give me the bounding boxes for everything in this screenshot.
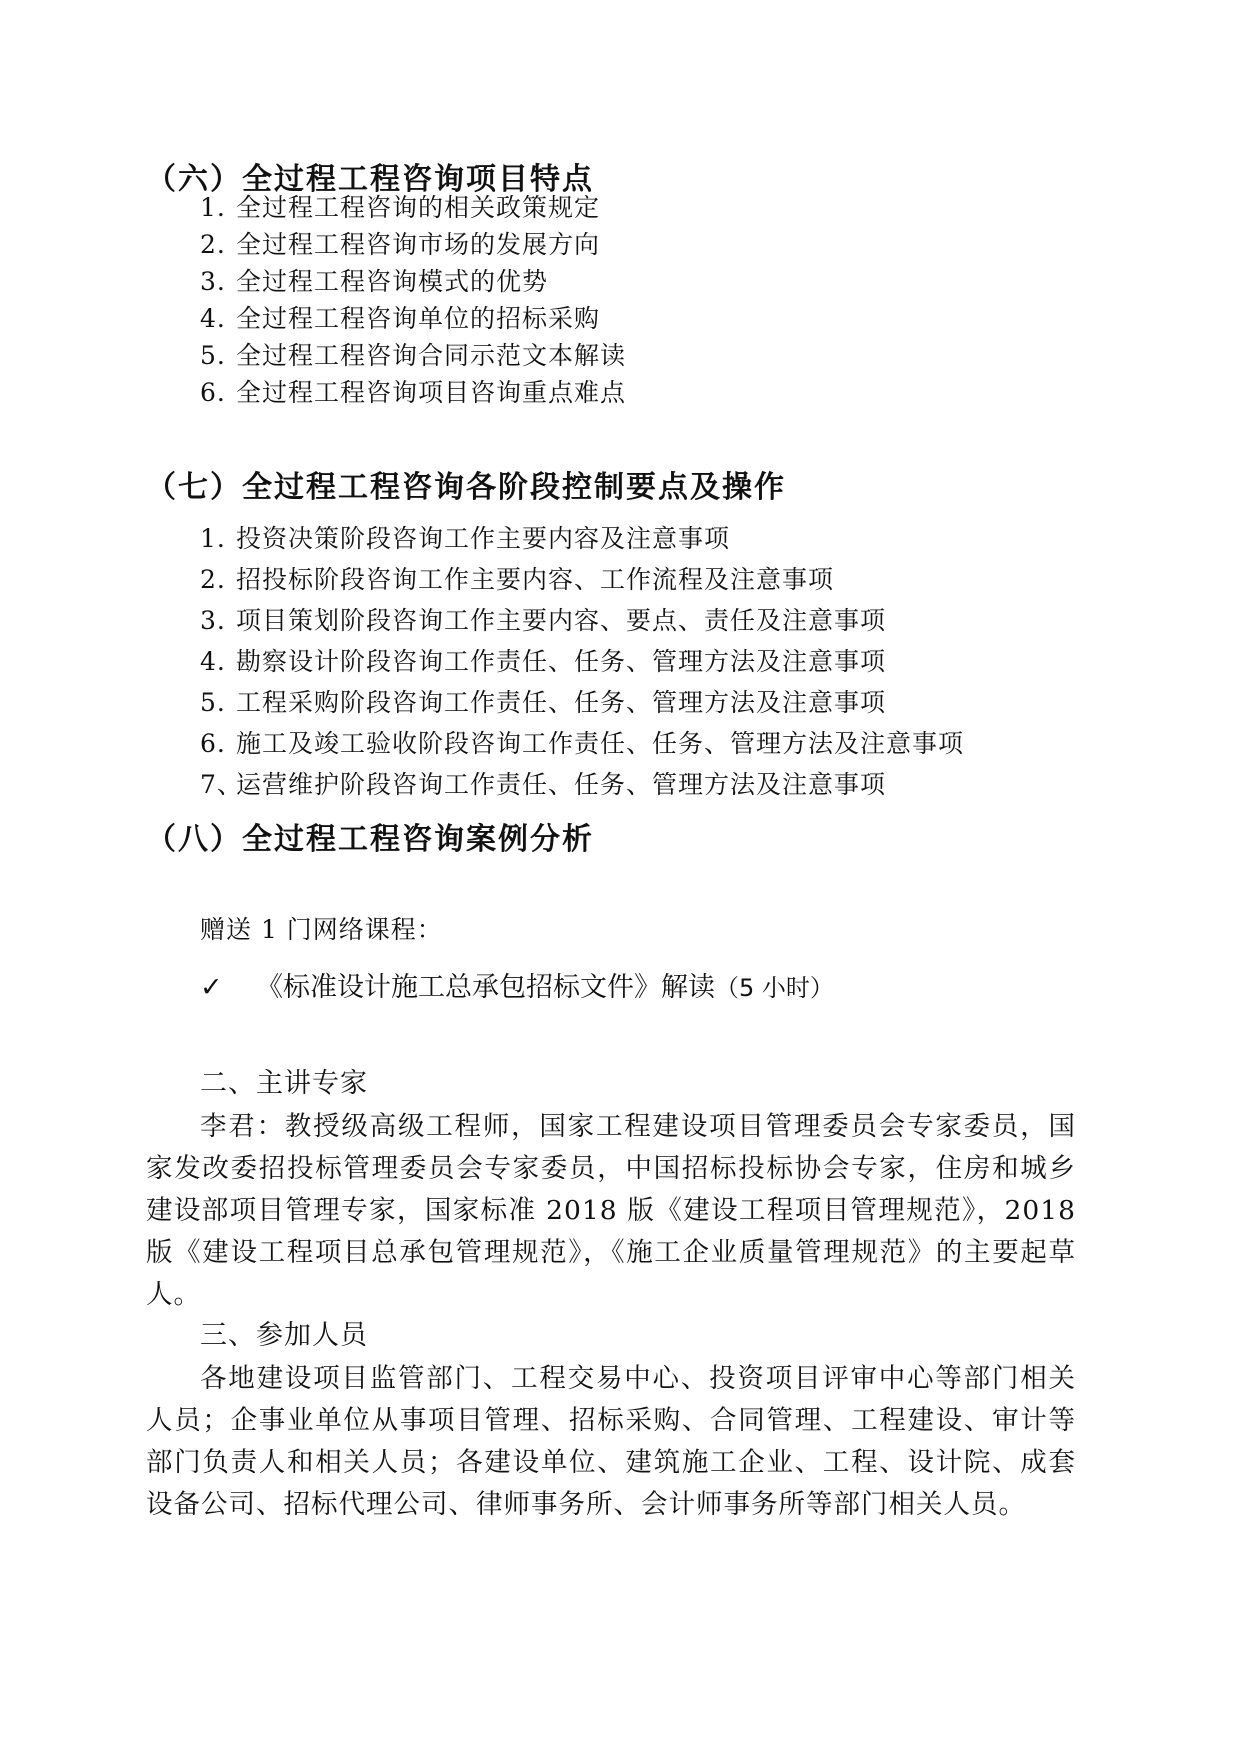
item-number: 1. [200, 193, 226, 222]
item-text: 项目策划阶段咨询工作主要内容、要点、责任及注意事项 [236, 606, 887, 635]
item-number: 7、 [200, 770, 243, 799]
item-number: 5. [200, 341, 226, 370]
list-item [200, 603, 886, 639]
gift-course-title: 《标准设计施工总承包招标文件》解读 [256, 972, 715, 1003]
gift-course-item [200, 968, 834, 1008]
expert-bio: 李君：教授级高级工程师，国家工程建设项目管理委员会专家委员，国家发改委招投标管理委员会专家委员，中国招标投标协会专家，住房和城乡建设部项目管理专家，国家标准 2018 版《建设工程项目管理规范》，2018 版《建设工程项目总承包管理规范》，《施工企业质量管理规范》的主要起草人。 [146, 1111, 1076, 1310]
item-number: 6. [200, 729, 226, 758]
item-number: 5. [200, 688, 226, 717]
item-text: 全过程工程咨询合同示范文本解读 [236, 341, 627, 370]
list-item [200, 375, 626, 411]
item-number: 6. [200, 378, 226, 407]
gift-course-duration: （5 小时） [715, 974, 834, 1002]
list-item [200, 767, 886, 803]
item-text: 勘察设计阶段咨询工作责任、任务、管理方法及注意事项 [236, 647, 887, 676]
item-number: 4. [200, 304, 226, 333]
item-text: 全过程工程咨询市场的发展方向 [236, 230, 601, 259]
gift-course-label: 赠送 1 门网络课程： [200, 915, 443, 944]
list-item [200, 685, 886, 721]
attendees-heading: 三、参加人员 [200, 1320, 368, 1351]
list-item [200, 521, 730, 557]
item-text: 投资决策阶段咨询工作主要内容及注意事项 [236, 524, 731, 553]
item-number: 1. [200, 524, 226, 553]
item-text: 全过程工程咨询模式的优势 [236, 267, 549, 296]
list-item [200, 644, 886, 680]
attendees-text: 各地建设项目监管部门、工程交易中心、投资项目评审中心等部门相关人员；企事业单位从事项目管理、招标采购、合同管理、工程建设、审计等部门负责人和相关人员；各建设单位、建筑施工企业、工程、设计院、成套设备公司、招标代理公司、律师事务所、会计师事务所等部门相关人员。 [146, 1363, 1076, 1520]
section-8-heading: （八）全过程工程咨询案例分析 [146, 822, 594, 857]
item-text: 施工及竣工验收阶段咨询工作责任、任务、管理方法及注意事项 [236, 729, 965, 758]
item-number: 3. [200, 267, 226, 296]
list-item [200, 562, 834, 598]
item-text: 全过程工程咨询的相关政策规定 [236, 193, 601, 222]
list-item [200, 190, 600, 226]
list-item [200, 264, 548, 300]
section-7-heading: （七）全过程工程咨询各阶段控制要点及操作 [146, 470, 786, 505]
checkmark-icon: ✓ [200, 972, 223, 1003]
expert-heading: 二、主讲专家 [200, 1068, 368, 1099]
section-6-heading: （六）全过程工程咨询项目特点 [146, 162, 594, 197]
item-number: 2. [200, 565, 226, 594]
item-text: 运营维护阶段咨询工作责任、任务、管理方法及注意事项 [236, 770, 887, 799]
list-item [200, 227, 600, 263]
list-item [200, 301, 600, 337]
item-text: 全过程工程咨询单位的招标采购 [236, 304, 601, 333]
item-number: 4. [200, 647, 226, 676]
item-text: 全过程工程咨询项目咨询重点难点 [236, 378, 627, 407]
item-number: 3. [200, 606, 226, 635]
list-item [200, 726, 964, 762]
item-number: 2. [200, 230, 226, 259]
item-text: 工程采购阶段咨询工作责任、任务、管理方法及注意事项 [236, 688, 887, 717]
list-item [200, 338, 626, 374]
item-text: 招投标阶段咨询工作主要内容、工作流程及注意事项 [236, 565, 835, 594]
